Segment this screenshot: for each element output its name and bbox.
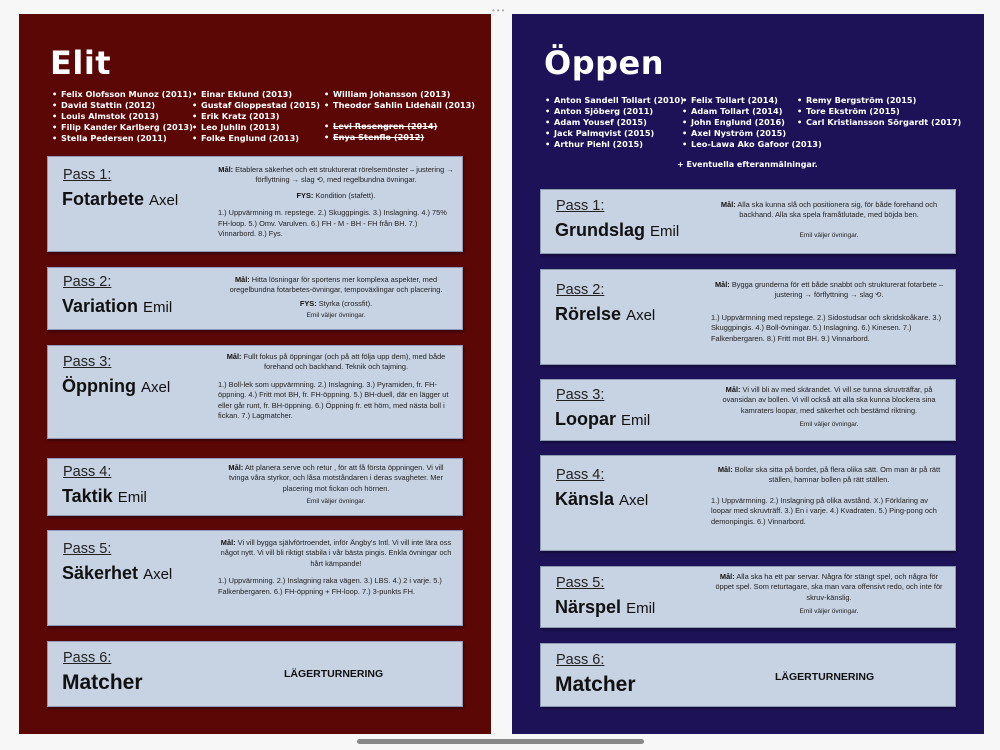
session-title: Närspel	[555, 597, 622, 617]
player: • Theodor Sahlin Lidehäll (2013)	[324, 100, 475, 111]
player: • Anton Sandell Tollart (2010)	[545, 95, 684, 106]
pass-number: Pass 2:	[63, 274, 112, 290]
player: • Jack Palmqvist (2015)	[545, 128, 684, 139]
goal-text: Att planera serve och retur , för att få första öppningen. Vi vill tvinga våra styrkor, och låsa motståndaren i deras svagheter. Mer placering mot fickan och hörnen.	[228, 463, 444, 493]
player: • Adam Yousef (2015)	[545, 117, 684, 128]
exercise-list: 1.) Uppvärmning. 2.) Inslagning raka vägen. 3.) LBS. 4.) 2 i varje. 5.) Falkenbergaren. 6.) FH-öppning + FH-loop. 7.) 3-punkts FH.	[218, 576, 442, 596]
session-card[interactable]	[540, 189, 956, 254]
player: • Remy Bergström (2015)	[797, 95, 961, 106]
player: • Louis Almstok (2013)	[52, 111, 193, 122]
goal-text: Alla ska kunna slå och positionera sig, för både forehand och backhand. Alla ska spela framåtlutade, med böjda ben.	[737, 200, 938, 220]
session-name	[555, 304, 655, 325]
session-name	[62, 376, 170, 397]
goal-text: Hitta lösningar för sportens mer komplexa aspekter, med oregelbundna fotarbetes-övningar, tempoväxlingar och placering.	[229, 275, 443, 295]
fys-text: Kondition (stafett).	[315, 190, 376, 200]
session-title: Taktik	[62, 486, 113, 506]
tournament-label: LÄGERTURNERING	[284, 668, 384, 680]
session-description	[711, 280, 947, 344]
session-card[interactable]	[540, 455, 956, 551]
pass-number: Pass 6:	[63, 650, 112, 666]
player: • Felix Olofsson Munoz (2011)	[52, 89, 193, 100]
session-description	[711, 200, 947, 241]
player: • Tore Ekström (2015)	[797, 106, 961, 117]
goal-text: Vi vill bli av med skärandet. Vi vill se tunna skruvträffar, på ovansidan av bollen. Vi vill också att alla ska kunna blockera sina kamraters loopar, med säkerhet och bestämd riktning.	[722, 385, 936, 415]
session-name	[555, 489, 648, 510]
pass-number: Pass 2:	[556, 282, 605, 298]
oppen-title: Öppen	[544, 44, 664, 82]
session-title: Loopar	[555, 409, 616, 429]
coach-name: Axel	[149, 192, 179, 209]
goal-label: Mål:	[218, 165, 234, 174]
player: • Stella Pedersen (2011)	[52, 133, 193, 144]
session-description	[218, 538, 454, 597]
fys-text: Styrka (crossfit).	[318, 298, 373, 308]
player: • Leo-Lawa Ako Gafoor (2013)	[682, 139, 822, 150]
session-description	[711, 385, 947, 431]
session-title: Matcher	[62, 671, 143, 694]
goal-label: Mål:	[228, 463, 244, 472]
session-description	[218, 165, 454, 239]
player: • William Johansson (2013)	[324, 89, 475, 100]
pass-number: Pass 4:	[556, 467, 605, 483]
session-card[interactable]	[47, 345, 463, 439]
player: • Filip Kander Karlberg (2013)	[52, 122, 193, 133]
player: • Erik Kratz (2013)	[192, 111, 320, 122]
goal-label: Mål:	[717, 465, 733, 474]
session-name	[62, 563, 172, 584]
session-card[interactable]	[47, 530, 463, 626]
goal-label: Mål:	[220, 538, 236, 547]
fys-label: FYS:	[296, 190, 314, 200]
session-name	[555, 220, 679, 241]
player: • Leo Juhlin (2013)	[192, 122, 320, 133]
goal-text: Bygga grunderna för ett både snabbt och strukturerat fotarbete – justering → förflyttning → slag ⟲.	[731, 280, 944, 300]
session-card[interactable]	[540, 566, 956, 628]
session-title: Rörelse	[555, 304, 622, 324]
session-name	[62, 486, 147, 507]
goal-label: Mål:	[720, 200, 736, 209]
session-card[interactable]	[47, 267, 463, 330]
goal-label: Mål:	[719, 572, 735, 581]
pass-number: Pass 5:	[556, 575, 605, 591]
player: • Arthur Piehl (2015)	[545, 139, 684, 150]
player: • Adam Tollart (2014)	[682, 106, 822, 117]
coach-name: Axel	[143, 566, 173, 583]
coach-note: Emil väljer övningar.	[306, 312, 366, 320]
player: • Axel Nyström (2015)	[682, 128, 822, 139]
player: • Anton Sjöberg (2011)	[545, 106, 684, 117]
session-card[interactable]	[47, 156, 463, 252]
player: • Carl Kristiansson Sörgardt (2017)	[797, 117, 961, 128]
session-title: Fotarbete	[62, 189, 145, 209]
coach-name: Axel	[141, 379, 171, 396]
session-description	[218, 275, 454, 322]
session-title: Matcher	[555, 673, 636, 696]
coach-name: Emil	[117, 489, 147, 506]
session-card[interactable]	[540, 643, 956, 707]
session-card[interactable]	[540, 379, 956, 441]
coach-name: Axel	[626, 307, 656, 324]
pass-number: Pass 5:	[63, 541, 112, 557]
session-title: Grundslag	[555, 220, 646, 240]
oppen-player-list	[545, 95, 684, 150]
late-registration-note: + Eventuella efteranmälningar.	[677, 160, 818, 169]
oppen-player-list	[797, 95, 961, 128]
coach-name: Emil	[650, 223, 680, 240]
session-title: Känsla	[555, 489, 615, 509]
pass-number: Pass 4:	[63, 464, 112, 480]
session-name	[62, 296, 172, 317]
goal-label: Mål:	[714, 280, 730, 289]
pass-number: Pass 3:	[556, 387, 605, 403]
player: • John Englund (2016)	[682, 117, 822, 128]
exercise-list: 1.) Uppvärmning. 2.) Inslagning på olika avstånd. X.) Förklaring av loopar med skruvträff. 3.) En i varje. 4.) Kvadraten. 5.) Ping-pong och demonpingis. 6.) Vinnarbord.	[711, 495, 937, 526]
session-description	[711, 465, 947, 527]
home-indicator[interactable]	[357, 739, 644, 744]
fys-label: FYS:	[299, 298, 317, 308]
session-title: Öppning	[62, 376, 136, 396]
player: • Gustaf Gloppestad (2015)	[192, 100, 320, 111]
elit-title: Elit	[50, 44, 112, 82]
coach-note: Emil väljer övningar.	[799, 421, 859, 429]
session-name	[62, 189, 178, 210]
goal-text: Vi vill bygga självförtroendet, inför Ängby's Intl. Vi vill inte lära oss något nytt. Vi vill bli riktigt stabila i vår bästa pingis. Enkla övningar och hårt kämpande!	[220, 538, 452, 568]
coach-note: Emil väljer övningar.	[306, 498, 366, 506]
session-card[interactable]	[47, 641, 463, 707]
exercise-list: 1.) Boll-lek som uppvärmning. 2.) Inslagning. 3.) Pyramiden, fr. FH-öppning. 4.) Fritt mot BH, fr. FH-öppning. 5.) BH-duell, där en lägger ut eller går runt, fr. BH-öppning. 6.) Öppning fr. ett hörn, med nästa boll i fickan. 7.) Lagmatcher.	[218, 379, 449, 421]
player: • David Stattin (2012)	[52, 100, 193, 111]
exercise-list: 1.) Uppvärmning med repstege. 2.) Sidostudsar och skridskoåkare. 3.) Skuggpingis. 4.) Boll-övningar. 5.) Inslagning. 6.) Kinesen. 7.) Falkenbergaren. 8.) Fritt mot BH. 9.) Vinnarbord.	[711, 312, 942, 343]
exercise-list: 1.) Uppvärmning m. repstege. 2.) Skuggpingis. 3.) Inslagning. 4.) 75% FH-loop. 5.) Omv. Varulven. 6.) FH - M - BH - FH från BH. 7.) Vinnarbord. 8.) Fys.	[218, 208, 447, 239]
elit-panel	[19, 14, 491, 734]
coach-name: Axel	[619, 492, 649, 509]
elit-player-list	[52, 89, 193, 144]
goal-label: Mål:	[234, 275, 250, 284]
session-title: Variation	[62, 296, 139, 316]
coach-name: Emil	[143, 299, 173, 316]
coach-name: Emil	[621, 412, 651, 429]
player: • Folke Englund (2013)	[192, 133, 320, 144]
oppen-panel	[512, 14, 984, 734]
pass-number: Pass 3:	[63, 354, 112, 370]
tournament-label: LÄGERTURNERING	[775, 671, 875, 683]
session-card[interactable]	[47, 458, 463, 516]
withdrawn-player: • Levi Rosengren (2014)	[324, 121, 437, 132]
goal-text: Alla ska ha ett par servar. Några för stängt spel, och några för öppet spel. Som returtagare, ska man vara offensivt redo, och inte för skruv-känslig.	[715, 572, 943, 602]
withdrawn-player: • Enya Stenflo (2012)	[324, 132, 437, 143]
session-name	[555, 597, 655, 618]
coach-note: Emil väljer övningar.	[799, 231, 859, 239]
session-description	[218, 463, 454, 508]
player: • Felix Tollart (2014)	[682, 95, 822, 106]
elit-player-list	[324, 89, 475, 111]
player: • Einar Eklund (2013)	[192, 89, 320, 100]
goal-label: Mål:	[725, 385, 741, 394]
coach-name: Emil	[626, 600, 656, 617]
goal-label: Mål:	[226, 352, 242, 361]
goal-text: Fullt fokus på öppningar (och på att följa upp dem), med både forehand och backhand. Teknik och tajming.	[243, 352, 446, 372]
multitask-dots-icon[interactable]: •••	[492, 6, 507, 15]
session-description	[711, 572, 947, 618]
pass-number: Pass 1:	[556, 198, 605, 214]
pass-number: Pass 1:	[63, 167, 112, 183]
pass-number: Pass 6:	[556, 652, 605, 668]
session-description	[218, 352, 454, 421]
session-title: Säkerhet	[62, 563, 139, 583]
elit-player-list-withdrawn	[324, 121, 437, 143]
elit-player-list	[192, 89, 320, 144]
coach-note: Emil väljer övningar.	[799, 608, 859, 616]
goal-text: Etablera säkerhet och ett strukturerat rörelsemönster – justering → förflyttning → slag ⟲, med regelbundna övningar.	[235, 165, 454, 185]
goal-text: Bollar ska sitta på bordet, på flera olika sätt. Om man är på rätt ställen, hamnar bollen på rätt ställen.	[734, 465, 941, 485]
session-card[interactable]	[540, 269, 956, 365]
session-name	[555, 409, 650, 430]
